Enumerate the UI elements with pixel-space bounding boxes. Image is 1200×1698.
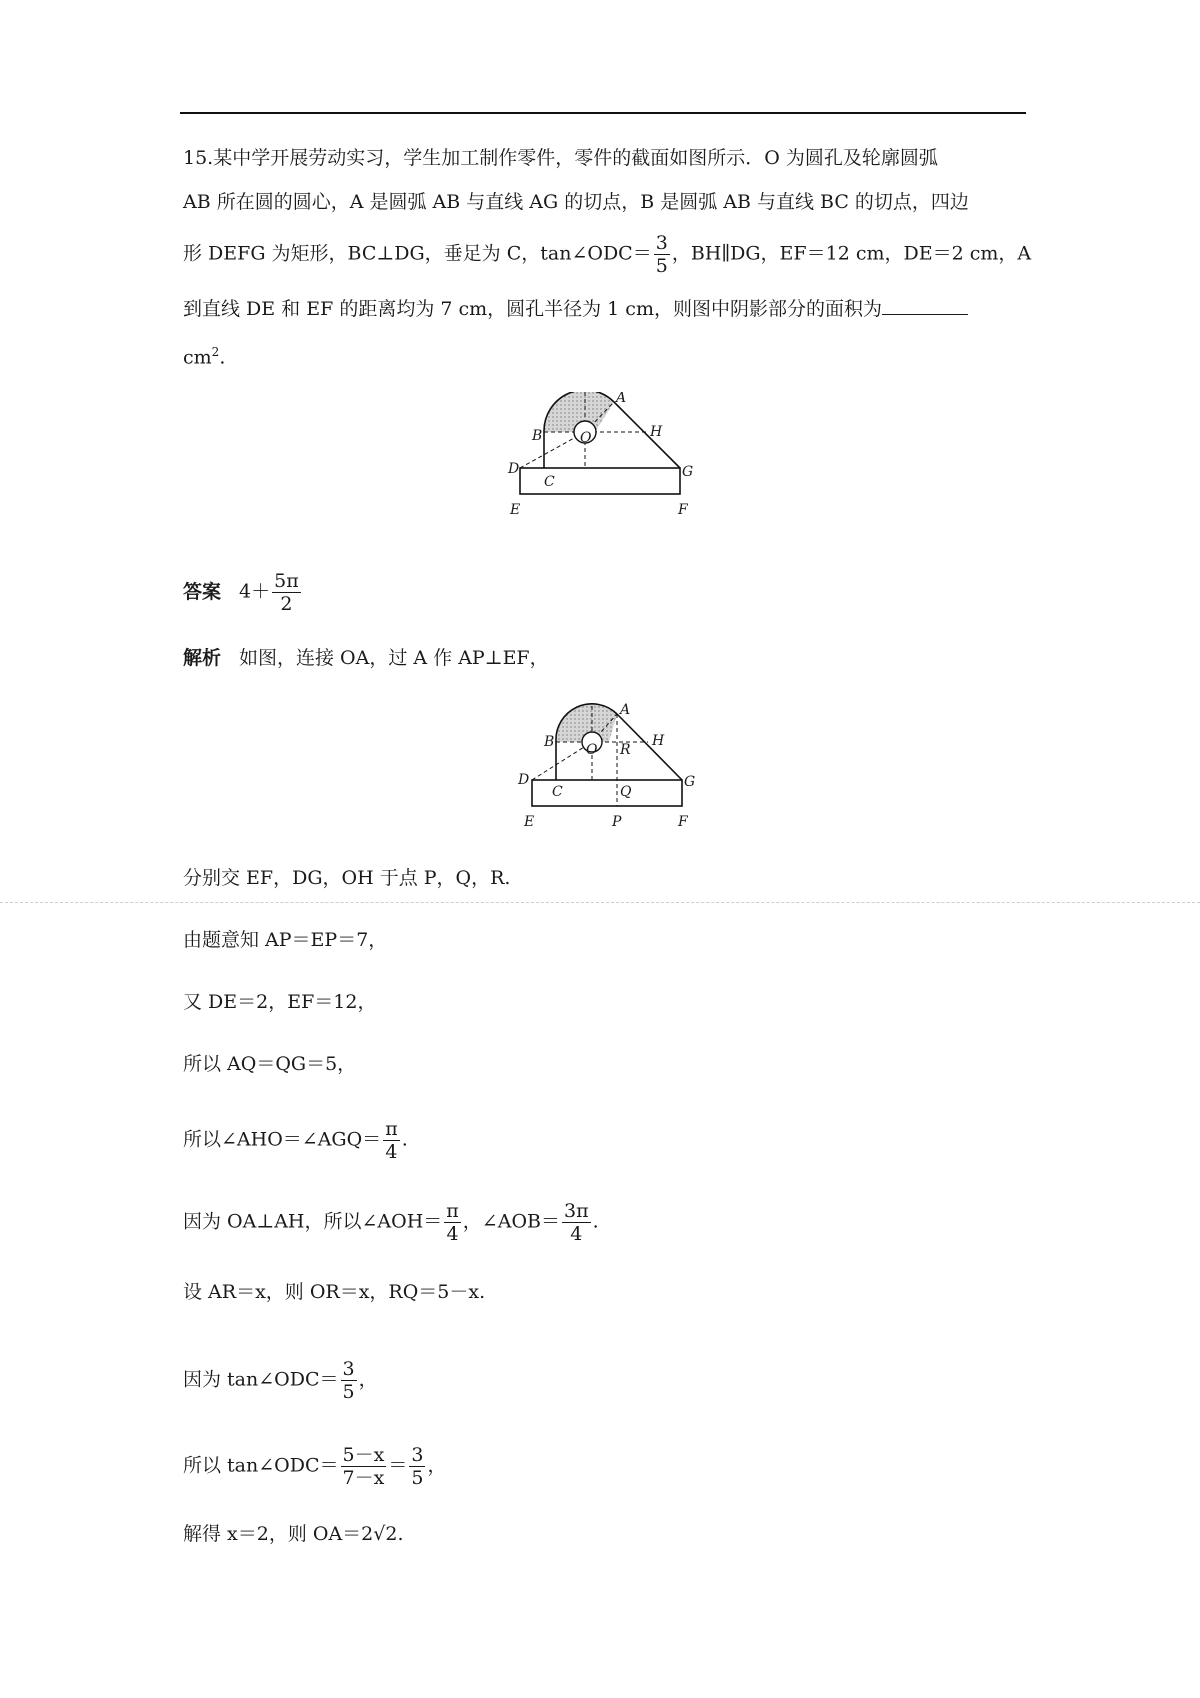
step-9 [183, 1444, 446, 1489]
fraction-numerator: 5π [274, 570, 299, 592]
step-6-end: . [592, 1210, 599, 1233]
step-1: 分别交 EF，DG，OH 于点 P，Q，R. [183, 867, 511, 889]
problem-line-1: 15.某中学开展劳动实习，学生加工制作零件，零件的截面如图所示．O 为圆孔及轮廓圆弧 [183, 147, 938, 169]
page-divider [0, 902, 1200, 903]
label-f: F [678, 814, 688, 830]
fraction-denominator: 5 [342, 1381, 355, 1403]
problem-line-3-b: ，BH∥DG，EF＝12 cm，DE＝2 cm，A [671, 242, 1032, 265]
step-7: 设 AR＝x，则 OR＝x，RQ＝5－x. [183, 1281, 486, 1303]
label-e: E [524, 814, 535, 830]
label-g: G [684, 774, 696, 790]
label-f: F [678, 502, 688, 518]
step-9-end: ， [427, 1454, 447, 1477]
label-e: E [510, 502, 521, 518]
equals-sign: ＝ [388, 1454, 408, 1477]
fraction-aob [562, 1200, 591, 1245]
label-o: O [586, 742, 598, 758]
label-h: H [652, 733, 665, 749]
fraction-aoh [444, 1200, 461, 1245]
fraction-denominator: 4 [570, 1223, 583, 1245]
label-h: H [650, 424, 663, 440]
label-r: R [620, 742, 631, 758]
fraction-numerator: π [385, 1118, 398, 1140]
fraction-numerator: π [446, 1200, 459, 1222]
label-c: C [552, 784, 563, 800]
problem-line-5 [183, 340, 225, 369]
label-a: A [620, 702, 631, 718]
problem-line-3-a: 形 DEFG 为矩形，BC⊥DG，垂足为 C，tan∠ODC＝ [183, 242, 652, 265]
fraction-numerator: 3 [655, 232, 668, 254]
fraction-numerator: 3π [563, 1200, 589, 1222]
step-5-end: . [401, 1128, 408, 1151]
header-rule [180, 112, 1026, 114]
fraction-tan-odc [654, 232, 670, 277]
label-o: O [580, 430, 592, 446]
unit-superscript: 2 [211, 345, 220, 359]
figure-2-solution-diagram [514, 698, 714, 830]
fraction-denominator: 5 [411, 1467, 424, 1489]
fraction-numerator: 3 [411, 1444, 424, 1466]
step-5-text: 所以∠AHO＝∠AGQ＝ [183, 1128, 382, 1151]
label-b: B [544, 734, 555, 750]
step-8 [183, 1358, 378, 1403]
answer-blank [882, 296, 968, 315]
step-6-text-b: ，∠AOB＝ [462, 1210, 560, 1233]
unit-text: cm [183, 346, 212, 369]
unit-end: . [219, 346, 226, 369]
problem-line-4 [183, 296, 968, 321]
fraction-x-expr [341, 1444, 387, 1489]
step-8-text: 因为 tan∠ODC＝ [183, 1368, 339, 1391]
sqrt-two: √2 [373, 1523, 398, 1545]
label-q: Q [620, 784, 632, 800]
analysis-label: 解析 [183, 647, 222, 669]
step-2: 由题意知 AP＝EP＝7， [183, 929, 388, 951]
step-4: 所以 AQ＝QG＝5， [183, 1053, 357, 1075]
step-3: 又 DE＝2，EF＝12， [183, 991, 377, 1013]
answer-fraction [272, 570, 301, 615]
label-g: G [682, 464, 694, 480]
fraction-denominator: 4 [446, 1223, 459, 1245]
step-6 [183, 1200, 599, 1245]
fraction-denominator: 4 [385, 1141, 398, 1163]
step-6-text-a: 因为 OA⊥AH，所以∠AOH＝ [183, 1210, 443, 1233]
label-p: P [612, 814, 622, 830]
answer-value-a: 4＋ [239, 580, 271, 603]
step-10-end: . [397, 1523, 404, 1545]
step-5 [183, 1118, 408, 1163]
fraction-3-over-5 [409, 1444, 425, 1489]
fraction-3-over-5 [341, 1358, 357, 1403]
step-9-text: 所以 tan∠ODC＝ [183, 1454, 339, 1477]
tangent-line-ag [614, 402, 680, 468]
fraction-denominator: 5 [655, 255, 668, 277]
label-b: B [532, 428, 543, 444]
step-10 [183, 1522, 404, 1546]
step-10-text: 解得 x＝2，则 OA＝2 [183, 1523, 374, 1545]
step-8-end: ， [358, 1368, 378, 1391]
fraction-numerator: 5－x [342, 1444, 385, 1466]
answer-label: 答案 [183, 580, 222, 603]
problem-line-3 [183, 232, 1031, 277]
analysis-text: 如图，连接 OA，过 A 作 AP⊥EF， [239, 647, 549, 669]
problem-line-4-text: 到直线 DE 和 EF 的距离均为 7 cm，圆孔半径为 1 cm，则图中阴影部分的面积为 [183, 298, 882, 320]
label-d: D [518, 772, 530, 788]
label-d: D [508, 461, 520, 477]
fraction-pi-over-4 [383, 1118, 400, 1163]
figure-1-part-cross-section [500, 392, 710, 524]
label-a: A [616, 392, 627, 406]
fraction-denominator: 2 [280, 593, 293, 615]
label-c: C [544, 474, 555, 490]
fraction-numerator: 3 [342, 1358, 355, 1380]
fraction-denominator: 7－x [342, 1467, 385, 1489]
analysis-line [183, 646, 549, 670]
problem-line-2: AB 所在圆的圆心，A 是圆弧 AB 与直线 AG 的切点，B 是圆弧 AB 与直线 BC 的切点，四边 [183, 191, 969, 213]
answer-line [183, 570, 303, 615]
